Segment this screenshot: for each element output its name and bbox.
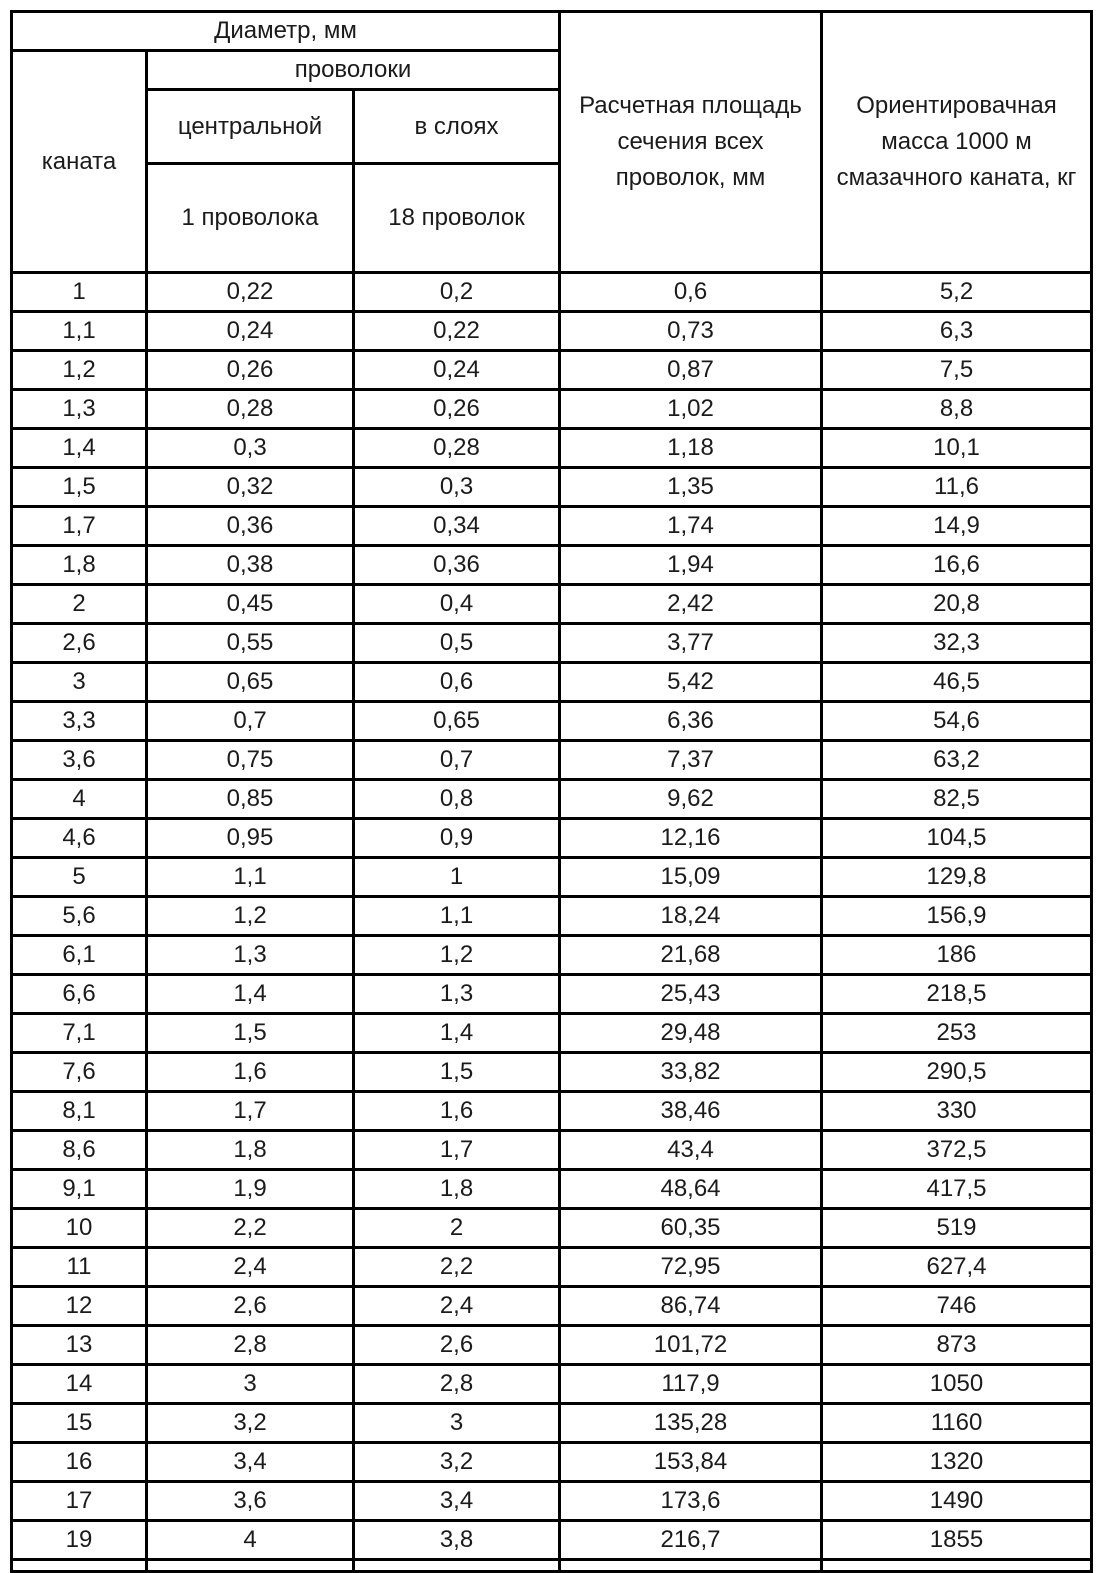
table-cell: 0,26 — [354, 390, 560, 429]
table-cell: 20,8 — [822, 585, 1092, 624]
table-cell: 0,7 — [354, 741, 560, 780]
table-cell: 25,43 — [560, 975, 822, 1014]
table-cell: 0,32 — [147, 468, 354, 507]
table-cell: 519 — [822, 1209, 1092, 1248]
table-cell: 330 — [822, 1092, 1092, 1131]
table-cell: 12,16 — [560, 819, 822, 858]
table-row — [12, 1521, 1092, 1560]
table-cell: 4 — [12, 780, 147, 819]
table-cell: 38,46 — [560, 1092, 822, 1131]
table-cell: 2,42 — [560, 585, 822, 624]
table-cell: 6,6 — [12, 975, 147, 1014]
table-cell: 19 — [12, 1521, 147, 1560]
table-cell: 1,5 — [147, 1014, 354, 1053]
table-cell: 156,9 — [822, 897, 1092, 936]
table-cell: 1320 — [822, 1443, 1092, 1482]
table-row — [12, 1209, 1092, 1248]
table-cell: 48,64 — [560, 1170, 822, 1209]
table-cell: 1,4 — [354, 1014, 560, 1053]
table-row — [12, 741, 1092, 780]
table-cell: 173,6 — [560, 1482, 822, 1521]
table-row — [12, 351, 1092, 390]
table-row — [12, 273, 1092, 312]
table-row — [12, 663, 1092, 702]
table-cell: 10 — [12, 1209, 147, 1248]
table-cell: 63,2 — [822, 741, 1092, 780]
table-cell: 0,65 — [147, 663, 354, 702]
table-row — [12, 468, 1092, 507]
table-cell: 1 — [12, 273, 147, 312]
table-cell: 18,24 — [560, 897, 822, 936]
table-cell: 3,2 — [354, 1443, 560, 1482]
table-cell: 0,36 — [354, 546, 560, 585]
table-cell: 117,9 — [560, 1365, 822, 1404]
table-cell: 0,85 — [147, 780, 354, 819]
table-cell: 0,4 — [354, 585, 560, 624]
table-cell: 6,3 — [822, 312, 1092, 351]
header-section-area: Расчетная площадь сечения всех проволок, мм — [560, 12, 822, 273]
header-layer-wires: в слоях — [354, 90, 560, 164]
table-cell: 10,1 — [822, 429, 1092, 468]
table-cell: 1,8 — [354, 1170, 560, 1209]
table-cell: 1,94 — [560, 546, 822, 585]
table-cell: 0,22 — [147, 273, 354, 312]
table-cell: 8,8 — [822, 390, 1092, 429]
table-row — [12, 780, 1092, 819]
table-cell: 29,48 — [560, 1014, 822, 1053]
table-cell: 0,6 — [354, 663, 560, 702]
table-cell: 13 — [12, 1326, 147, 1365]
table-cell: 3,6 — [12, 741, 147, 780]
table-cell: 15 — [12, 1404, 147, 1443]
table-cell: 0,36 — [147, 507, 354, 546]
table-cell: 1,74 — [560, 507, 822, 546]
table-cell: 253 — [822, 1014, 1092, 1053]
table-row — [12, 429, 1092, 468]
table-cell: 3,4 — [354, 1482, 560, 1521]
table-cell: 0,28 — [354, 429, 560, 468]
table-row — [12, 702, 1092, 741]
table-cell: 3 — [12, 663, 147, 702]
table-cell: 5,6 — [12, 897, 147, 936]
table-cell: 3,2 — [147, 1404, 354, 1443]
table-cell: 11,6 — [822, 468, 1092, 507]
table-row — [12, 1326, 1092, 1365]
table-row — [12, 585, 1092, 624]
border-stub-cell — [822, 1560, 1092, 1572]
table-row — [12, 1053, 1092, 1092]
table-cell: 0,24 — [354, 351, 560, 390]
table-cell: 0,75 — [147, 741, 354, 780]
table-cell: 2 — [354, 1209, 560, 1248]
table-cell: 3,6 — [147, 1482, 354, 1521]
rope-parameters-table — [10, 10, 1093, 1573]
table-cell: 153,84 — [560, 1443, 822, 1482]
table-cell: 2,8 — [147, 1326, 354, 1365]
table-row — [12, 1014, 1092, 1053]
table-cell: 6,36 — [560, 702, 822, 741]
table-cell: 3 — [147, 1365, 354, 1404]
table-row — [12, 1287, 1092, 1326]
table-cell: 2,4 — [147, 1248, 354, 1287]
table-cell: 7,5 — [822, 351, 1092, 390]
table-cell: 2,2 — [147, 1209, 354, 1248]
table-cell: 0,22 — [354, 312, 560, 351]
table-cell: 1,5 — [354, 1053, 560, 1092]
table-cell: 3,3 — [12, 702, 147, 741]
table-cell: 33,82 — [560, 1053, 822, 1092]
table-cell: 7,6 — [12, 1053, 147, 1092]
table-cell: 72,95 — [560, 1248, 822, 1287]
border-stub-cell — [147, 1560, 354, 1572]
table-cell: 82,5 — [822, 780, 1092, 819]
table-row — [12, 1443, 1092, 1482]
header-central-wire: центральной — [147, 90, 354, 164]
table-cell: 14 — [12, 1365, 147, 1404]
table-cell: 1,3 — [147, 936, 354, 975]
table-cell: 627,4 — [822, 1248, 1092, 1287]
table-cell: 1,1 — [147, 858, 354, 897]
table-cell: 16 — [12, 1443, 147, 1482]
table-row — [12, 897, 1092, 936]
table-cell: 8,6 — [12, 1131, 147, 1170]
table-cell: 1,8 — [12, 546, 147, 585]
table-cell: 0,38 — [147, 546, 354, 585]
table-cell: 0,7 — [147, 702, 354, 741]
table-cell: 1,35 — [560, 468, 822, 507]
header-row-diameter — [12, 12, 1092, 51]
table-cell: 60,35 — [560, 1209, 822, 1248]
table-cell: 1,4 — [12, 429, 147, 468]
border-stub-cell — [560, 1560, 822, 1572]
table-row — [12, 1092, 1092, 1131]
table-cell: 0,8 — [354, 780, 560, 819]
table-row — [12, 1131, 1092, 1170]
table-cell: 0,34 — [354, 507, 560, 546]
table-cell: 2,6 — [354, 1326, 560, 1365]
table-cell: 1,2 — [354, 936, 560, 975]
border-stub-cell — [12, 1560, 147, 1572]
table-cell: 0,87 — [560, 351, 822, 390]
table-cell: 9,62 — [560, 780, 822, 819]
table-cell: 1160 — [822, 1404, 1092, 1443]
table-cell: 135,28 — [560, 1404, 822, 1443]
table-cell: 5 — [12, 858, 147, 897]
table-cell: 3,4 — [147, 1443, 354, 1482]
table-cell: 0,95 — [147, 819, 354, 858]
table-row — [12, 1482, 1092, 1521]
table-row — [12, 819, 1092, 858]
table-cell: 3 — [354, 1404, 560, 1443]
table-cell: 8,1 — [12, 1092, 147, 1131]
table-cell: 4 — [147, 1521, 354, 1560]
table-cell: 9,1 — [12, 1170, 147, 1209]
table-cell: 216,7 — [560, 1521, 822, 1560]
table-cell: 1,4 — [147, 975, 354, 1014]
table-row — [12, 1365, 1092, 1404]
header-mass: Ориентировачная масса 1000 м смазачного каната, кг — [822, 12, 1092, 273]
table-cell: 2,4 — [354, 1287, 560, 1326]
table-cell: 4,6 — [12, 819, 147, 858]
table-cell: 32,3 — [822, 624, 1092, 663]
table-cell: 6,1 — [12, 936, 147, 975]
table-cell: 0,6 — [560, 273, 822, 312]
table-cell: 17 — [12, 1482, 147, 1521]
border-stub-cell — [354, 1560, 560, 1572]
table-cell: 104,5 — [822, 819, 1092, 858]
table-cell: 11 — [12, 1248, 147, 1287]
table-cell: 1,1 — [354, 897, 560, 936]
header-wires-group: проволоки — [147, 51, 560, 90]
table-cell: 2,2 — [354, 1248, 560, 1287]
table-footer-stubs — [12, 1560, 1092, 1572]
table-cell: 0,28 — [147, 390, 354, 429]
table-cell: 0,3 — [354, 468, 560, 507]
table-cell: 54,6 — [822, 702, 1092, 741]
table-cell: 1,7 — [147, 1092, 354, 1131]
table-cell: 1,7 — [12, 507, 147, 546]
table-cell: 290,5 — [822, 1053, 1092, 1092]
table-row — [12, 390, 1092, 429]
table-header — [12, 12, 1092, 273]
table-cell: 5,2 — [822, 273, 1092, 312]
table-row — [12, 1404, 1092, 1443]
table-cell: 1,3 — [12, 390, 147, 429]
table-cell: 3,77 — [560, 624, 822, 663]
table-cell: 0,9 — [354, 819, 560, 858]
table-cell: 0,24 — [147, 312, 354, 351]
table-cell: 1,1 — [12, 312, 147, 351]
border-stub-row — [12, 1560, 1092, 1572]
table-cell: 1,2 — [12, 351, 147, 390]
table-cell: 129,8 — [822, 858, 1092, 897]
table-cell: 46,5 — [822, 663, 1092, 702]
header-diameter-group: Диаметр, мм — [12, 12, 560, 51]
table-cell: 21,68 — [560, 936, 822, 975]
table-cell: 186 — [822, 936, 1092, 975]
table-cell: 746 — [822, 1287, 1092, 1326]
table-cell: 101,72 — [560, 1326, 822, 1365]
table-row — [12, 1248, 1092, 1287]
table-cell: 1,18 — [560, 429, 822, 468]
table-row — [12, 624, 1092, 663]
table-cell: 1490 — [822, 1482, 1092, 1521]
table-cell: 16,6 — [822, 546, 1092, 585]
table-cell: 3,8 — [354, 1521, 560, 1560]
table-cell: 1855 — [822, 1521, 1092, 1560]
table-cell: 0,5 — [354, 624, 560, 663]
table-cell: 7,1 — [12, 1014, 147, 1053]
table-cell: 0,3 — [147, 429, 354, 468]
table-row — [12, 1170, 1092, 1209]
table-body — [12, 273, 1092, 1560]
table-cell: 2 — [12, 585, 147, 624]
table-cell: 12 — [12, 1287, 147, 1326]
table-cell: 0,65 — [354, 702, 560, 741]
table-row — [12, 546, 1092, 585]
table-cell: 1,5 — [12, 468, 147, 507]
table-cell: 1,02 — [560, 390, 822, 429]
table-cell: 1,9 — [147, 1170, 354, 1209]
table-cell: 1,8 — [147, 1131, 354, 1170]
table-cell: 1 — [354, 858, 560, 897]
table-cell: 417,5 — [822, 1170, 1092, 1209]
table-cell: 1050 — [822, 1365, 1092, 1404]
header-layer-wires-count: 18 проволок — [354, 164, 560, 273]
table-cell: 2,6 — [12, 624, 147, 663]
table-row — [12, 975, 1092, 1014]
table-cell: 2,6 — [147, 1287, 354, 1326]
table-cell: 372,5 — [822, 1131, 1092, 1170]
table-cell: 1,7 — [354, 1131, 560, 1170]
table-cell: 218,5 — [822, 975, 1092, 1014]
table-cell: 14,9 — [822, 507, 1092, 546]
table-cell: 1,2 — [147, 897, 354, 936]
header-central-wire-count: 1 проволока — [147, 164, 354, 273]
table-row — [12, 858, 1092, 897]
table-cell: 2,8 — [354, 1365, 560, 1404]
table-cell: 1,6 — [354, 1092, 560, 1131]
table-cell: 86,74 — [560, 1287, 822, 1326]
table-cell: 0,45 — [147, 585, 354, 624]
table-cell: 1,6 — [147, 1053, 354, 1092]
table-cell: 0,73 — [560, 312, 822, 351]
table-cell: 0,2 — [354, 273, 560, 312]
header-rope-column: каната — [12, 51, 147, 273]
table-cell: 0,26 — [147, 351, 354, 390]
table-cell: 15,09 — [560, 858, 822, 897]
table-cell: 7,37 — [560, 741, 822, 780]
table-row — [12, 507, 1092, 546]
table-cell: 873 — [822, 1326, 1092, 1365]
table-cell: 43,4 — [560, 1131, 822, 1170]
table-cell: 1,3 — [354, 975, 560, 1014]
table-row — [12, 312, 1092, 351]
table-cell: 0,55 — [147, 624, 354, 663]
table-row — [12, 936, 1092, 975]
table-cell: 5,42 — [560, 663, 822, 702]
